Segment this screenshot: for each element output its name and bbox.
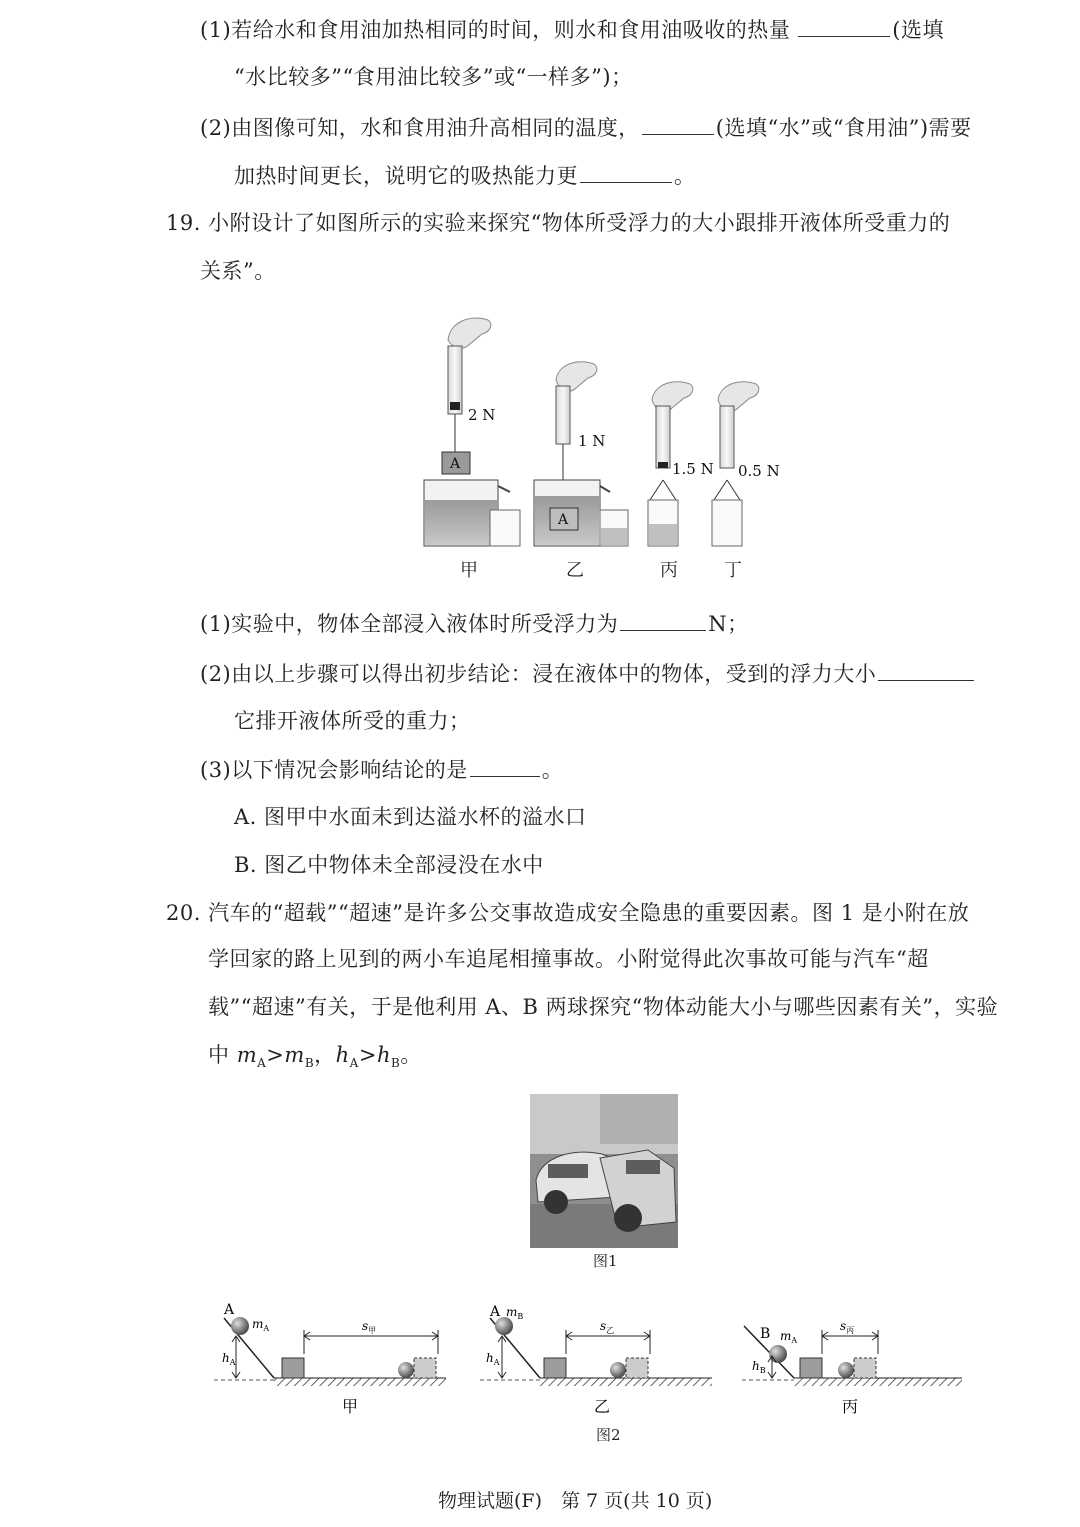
panel-label: 丙	[842, 1397, 859, 1416]
ball-icon	[398, 1362, 414, 1378]
q19-part2-line2: 它排开液体所受的重力；	[234, 709, 471, 733]
wood-block	[282, 1358, 304, 1378]
page-footer: 物理试题(F) 第 7 页(共 10 页)	[438, 1490, 713, 1512]
spring-scale	[656, 406, 670, 468]
q20-stem-line4: 中 $m_A>m_B$，$h_A>h_B$。	[208, 1043, 422, 1071]
spring-scale	[720, 406, 734, 468]
panel-bing	[648, 382, 714, 581]
answer-blank[interactable]	[642, 112, 714, 135]
hand-icon	[448, 318, 491, 348]
ball-label: A	[490, 1304, 501, 1320]
svg-text:mB: $m_B$	[506, 1305, 524, 1321]
fig2-caption: 图2	[596, 1426, 621, 1444]
scale-reading: 0.5 N	[738, 462, 780, 480]
answer-blank[interactable]	[798, 14, 890, 37]
wood-block-moved	[854, 1358, 876, 1378]
q18-part1-hint: (选填	[892, 18, 944, 42]
ball-icon	[838, 1362, 854, 1378]
panel-yi	[534, 362, 628, 581]
block-label: A	[450, 456, 461, 472]
distance-label: s	[600, 1319, 607, 1333]
scale-reading: 1 N	[578, 432, 606, 450]
q18-part2-hint: (选填“水”或“食用油”)需要	[715, 116, 972, 140]
beaker	[490, 510, 520, 546]
q19-part3-text: (3)以下情况会影响结论的是	[200, 758, 468, 782]
q19-part3	[200, 754, 563, 785]
q19-part1-text: (1)实验中，物体全部浸入液体时所受浮力为	[200, 612, 619, 636]
ball-icon	[231, 1317, 249, 1335]
kinetic-energy-figure	[214, 1296, 964, 1422]
wood-block-moved	[414, 1358, 436, 1378]
panel-jia	[424, 318, 520, 581]
block-label: A	[558, 512, 569, 528]
svg-text:hA: $h_A$	[486, 1351, 500, 1367]
ball-label: A	[224, 1302, 235, 1318]
q19-part2-text: (2)由以上步骤可以得出初步结论：浸在液体中的物体，受到的浮力大小	[200, 662, 877, 686]
panel-label: 甲	[460, 560, 478, 581]
wood-block-moved	[626, 1358, 648, 1378]
mass-label: m	[780, 1329, 792, 1343]
q19-stem-line1: 19. 小附设计了如图所示的实验来探究“物体所受浮力的大小跟排开液体所受重力的	[166, 211, 951, 235]
q18-part1-text: (1)若给水和食用油加热相同的时间，则水和食用油吸收的热量	[200, 18, 791, 42]
q19-part3-end: 。	[541, 758, 564, 782]
svg-text:hB: $h_B$	[752, 1359, 766, 1375]
q19-part2-line1	[200, 658, 976, 689]
svg-text:mA: $m_A$	[780, 1329, 798, 1345]
answer-blank[interactable]	[620, 608, 706, 631]
q18-part1-line1	[200, 14, 944, 45]
q19-stem-line2: 关系”。	[200, 259, 276, 283]
svg-text:s甲: $s_甲$	[362, 1319, 377, 1335]
panel-ding	[712, 382, 780, 581]
q18-part2-end: 。	[674, 164, 696, 188]
buoyancy-experiment-figure	[410, 310, 790, 590]
q19-option-b: B. 图乙中物体未全部浸没在水中	[234, 853, 544, 877]
q18-part1-line2: “水比较多”“食用油比较多”或“一样多”)；	[234, 65, 633, 89]
fig2-panel-jia	[214, 1302, 446, 1416]
height-label: h	[752, 1359, 760, 1373]
scale-reading: 2 N	[468, 406, 496, 424]
fig2-panel-bing	[742, 1319, 962, 1416]
svg-text:hA: $h_A$	[222, 1351, 236, 1367]
q18-part2-text: (2)由图像可知，水和食用油升高相同的温度，	[200, 116, 640, 140]
q20-stem-line1: 20. 汽车的“超载”“超速”是许多公交事故造成安全隐患的重要因素。图 1 是小附在放	[166, 901, 970, 925]
panel-label: 丁	[724, 560, 742, 581]
panel-label: 乙	[594, 1397, 611, 1416]
q19-option-a: A. 图甲中水面未到达溢水杯的溢水口	[234, 805, 587, 829]
answer-blank[interactable]	[878, 658, 974, 681]
q20-stem-line2: 学回家的路上见到的两小车追尾相撞事故。小附觉得此次事故可能与汽车“超	[208, 947, 929, 971]
answer-blank[interactable]	[470, 754, 540, 777]
panel-label: 乙	[566, 560, 584, 581]
q19-part1	[200, 608, 749, 639]
wood-block	[544, 1358, 566, 1378]
height-label: h	[486, 1351, 494, 1365]
fig2-panel-yi	[480, 1304, 712, 1416]
distance-label: s	[362, 1319, 369, 1333]
ball-label: B	[760, 1326, 771, 1342]
svg-text:s乙: $s_乙$	[600, 1319, 615, 1335]
scale-reading: 1.5 N	[672, 460, 714, 478]
q18-part2-line1	[200, 112, 972, 143]
ball-icon	[610, 1362, 626, 1378]
q18-part2-line2	[234, 160, 696, 191]
distance-label: s	[840, 1319, 847, 1333]
q19-part1-unit: N；	[708, 612, 749, 636]
car-crash-photo	[530, 1094, 678, 1248]
fig1-caption: 图1	[593, 1252, 618, 1270]
svg-text:mA: $m_A$	[252, 1317, 270, 1333]
hanging-beaker	[712, 500, 742, 546]
q20-stem-line3: 载”“超速”有关，于是他利用 A、B 两球探究“物体动能大小与哪些因素有关”，实验	[208, 995, 999, 1019]
spring-scale	[556, 386, 570, 444]
svg-text:s丙: $s_丙$	[840, 1319, 855, 1335]
panel-label: 甲	[342, 1397, 359, 1416]
panel-label: 丙	[660, 560, 678, 581]
height-label: h	[222, 1351, 230, 1365]
wood-block	[800, 1358, 822, 1378]
q18-part2-text2: 加热时间更长，说明它的吸热能力更	[234, 164, 578, 188]
answer-blank[interactable]	[580, 160, 672, 183]
mass-label: m	[506, 1305, 518, 1319]
mass-label: m	[252, 1317, 264, 1331]
